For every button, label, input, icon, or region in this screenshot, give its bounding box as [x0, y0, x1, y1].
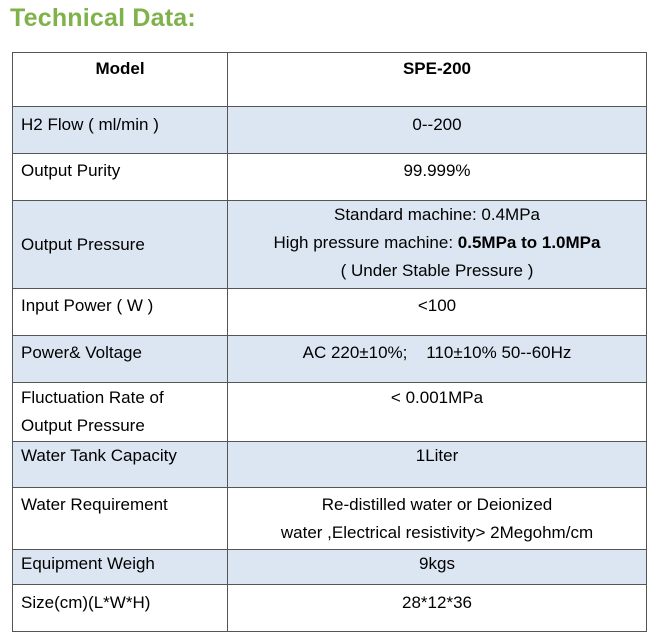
table-row-input-power [13, 289, 647, 336]
table-row-size [13, 585, 647, 632]
table-header-row [13, 53, 647, 107]
row-value: 99.999% [228, 154, 647, 201]
table-row-fluctuation-rate [13, 383, 647, 442]
row-label: Input Power ( W ) [13, 289, 228, 336]
row-value: <100 [228, 289, 647, 336]
row-value-line: water ,Electrical resistivity> 2Megohm/cm [280, 523, 594, 542]
row-label: Output Purity [13, 154, 228, 201]
row-value: < 0.001MPa [228, 383, 647, 442]
row-label: Size(cm)(L*W*H) [13, 585, 228, 632]
table-row-power-voltage [13, 336, 647, 383]
row-value: 1Liter [228, 442, 647, 488]
model-header: Model [13, 53, 228, 107]
high-pressure-range: 0.5MPa to 1.0MPa [457, 233, 601, 252]
row-value: 0--200 [228, 107, 647, 154]
row-value-line: Re-distilled water or Deionized [321, 495, 553, 514]
standard-pressure-line: Standard machine: 0.4MPa [333, 205, 540, 224]
row-label-line: Output Pressure [21, 416, 145, 435]
row-value: 9kgs [228, 550, 647, 585]
table-row-output-purity [13, 154, 647, 201]
stable-pressure-note: ( Under Stable Pressure ) [340, 261, 534, 280]
row-label: Power& Voltage [13, 336, 228, 383]
row-value: 28*12*36 [228, 585, 647, 632]
row-label-line: Fluctuation Rate of [21, 388, 164, 407]
table-row-water-tank [13, 442, 647, 488]
row-label [13, 383, 228, 442]
row-value [228, 201, 647, 289]
row-label: H2 Flow ( ml/min ) [13, 107, 228, 154]
row-label: Output Pressure [13, 201, 228, 289]
high-pressure-line [236, 229, 638, 257]
table-row-water-requirement [13, 488, 647, 550]
page-title: Technical Data: [10, 4, 196, 32]
high-pressure-prefix: High pressure machine: [273, 233, 458, 252]
row-value [228, 488, 647, 550]
row-value: AC 220±10%; 110±10% 50--60Hz [228, 336, 647, 383]
technical-data-table [12, 52, 647, 632]
row-label: Equipment Weigh [13, 550, 228, 585]
table-row-h2-flow [13, 107, 647, 154]
row-label: Water Tank Capacity [13, 442, 228, 488]
row-label: Water Requirement [13, 488, 228, 550]
model-value: SPE-200 [228, 53, 647, 107]
table-row-output-pressure [13, 201, 647, 289]
table-row-equipment-weigh [13, 550, 647, 585]
